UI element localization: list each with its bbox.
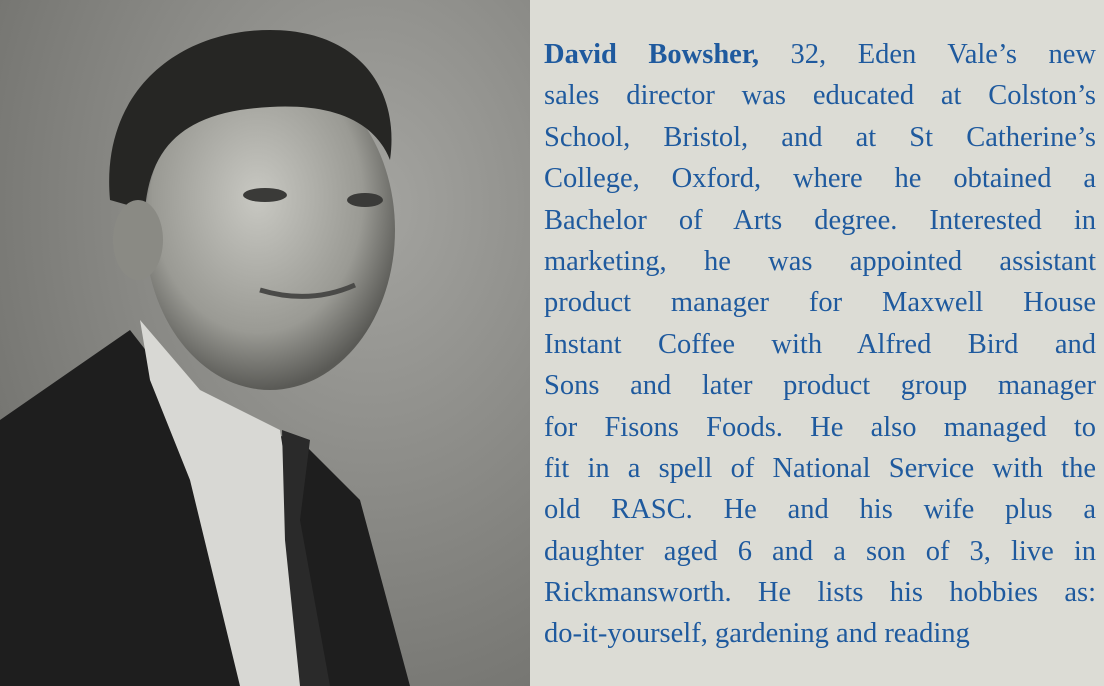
text-line: daughter aged 6 and a son of 3, live in <box>544 535 1096 567</box>
text-line: for Fisons Foods. He also managed to <box>544 411 1096 443</box>
text-line: product manager for Maxwell House <box>544 287 1096 319</box>
text-line: sales director was educated at Colston’s <box>544 80 1096 112</box>
text-line: old RASC. He and his wife plus a <box>544 494 1096 526</box>
text-line: College, Oxford, where he obtained a <box>544 163 1096 195</box>
text-line: do-it-yourself, gardening and reading <box>544 618 970 650</box>
text-line: fit in a spell of National Service with the <box>544 452 1096 484</box>
biography-text <box>544 34 1096 655</box>
text-line: marketing, he was appointed assistant <box>544 245 1096 277</box>
text-line: Bachelor of Arts degree. Interested in <box>544 204 1096 236</box>
text-line: Instant Coffee with Alfred Bird and <box>544 328 1096 360</box>
text-line: David Bowsher, 32, Eden Vale’s new <box>544 39 1096 70</box>
text-line: Sons and later product group manager <box>544 370 1096 402</box>
text-line: Rickmansworth. He lists his hobbies as: <box>544 577 1096 609</box>
portrait-photo <box>0 0 530 686</box>
person-name: David Bowsher, <box>544 39 759 70</box>
text-line: School, Bristol, and at St Catherine’s <box>544 121 1096 153</box>
